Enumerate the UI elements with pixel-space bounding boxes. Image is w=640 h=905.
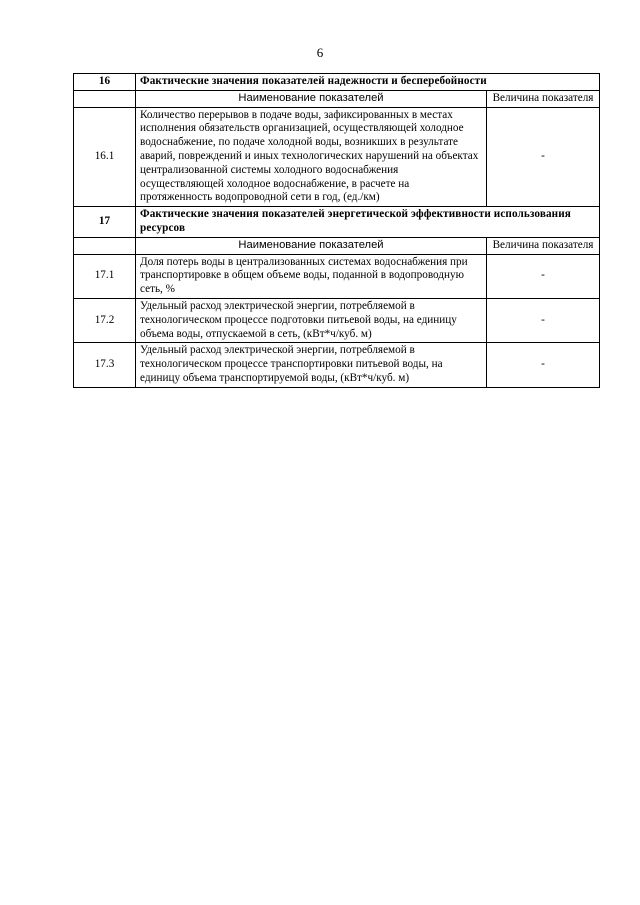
row-number: 16.1 <box>74 107 136 207</box>
header-value-cell: Величина показателя <box>487 237 600 254</box>
row-value: - <box>487 343 600 387</box>
section-title: Фактические значения показателей энергетической эффективности использования ресурсов <box>136 207 600 238</box>
row-description: Удельный расход электрической энергии, потребляемой в технологическом процессе транспортировки питьевой воды, на единицу объема транспортируемой воды, (кВт*ч/куб. м) <box>136 343 487 387</box>
header-name-cell: Наименование показателей <box>136 90 487 107</box>
row-number: 17.2 <box>74 298 136 342</box>
row-value: - <box>487 254 600 298</box>
table-row <box>74 298 600 342</box>
header-empty-cell <box>74 90 136 107</box>
header-value-cell: Величина показателя <box>487 90 600 107</box>
section-17-title-row <box>74 207 600 238</box>
row-value: - <box>487 107 600 207</box>
section-16-header-row <box>74 90 600 107</box>
section-number: 17 <box>74 207 136 238</box>
header-empty-cell <box>74 237 136 254</box>
table-row <box>74 343 600 387</box>
section-number: 16 <box>74 74 136 91</box>
section-16-title-row <box>74 74 600 91</box>
row-description: Доля потерь воды в централизованных системах водоснабжения при транспортировке в общем объеме воды, поданной в водопроводную сеть, % <box>136 254 487 298</box>
header-name-cell: Наименование показателей <box>136 237 487 254</box>
section-title: Фактические значения показателей надежности и бесперебойности <box>136 74 600 91</box>
row-description: Количество перерывов в подаче воды, зафиксированных в местах исполнения обязательств организацией, осуществляющей холодное водоснабжение, по подаче холодной воды, возникших в результате аварий, повреждений и иных технологических нарушений на объектах централизованной системы холодного водоснабжения осуществляющей холодное водоснабжение, в расчете на протяженность водопроводной сети в год, (ед./км) <box>136 107 487 207</box>
indicators-table <box>73 73 600 388</box>
section-17-header-row <box>74 237 600 254</box>
row-number: 17.1 <box>74 254 136 298</box>
page-number: 6 <box>316 45 324 60</box>
table-row <box>74 107 600 207</box>
table-row <box>74 254 600 298</box>
row-description: Удельный расход электрической энергии, потребляемой в технологическом процессе подготовки питьевой воды, на единицу объема воды, отпускаемой в сеть, (кВт*ч/куб. м) <box>136 298 487 342</box>
row-value: - <box>487 298 600 342</box>
row-number: 17.3 <box>74 343 136 387</box>
